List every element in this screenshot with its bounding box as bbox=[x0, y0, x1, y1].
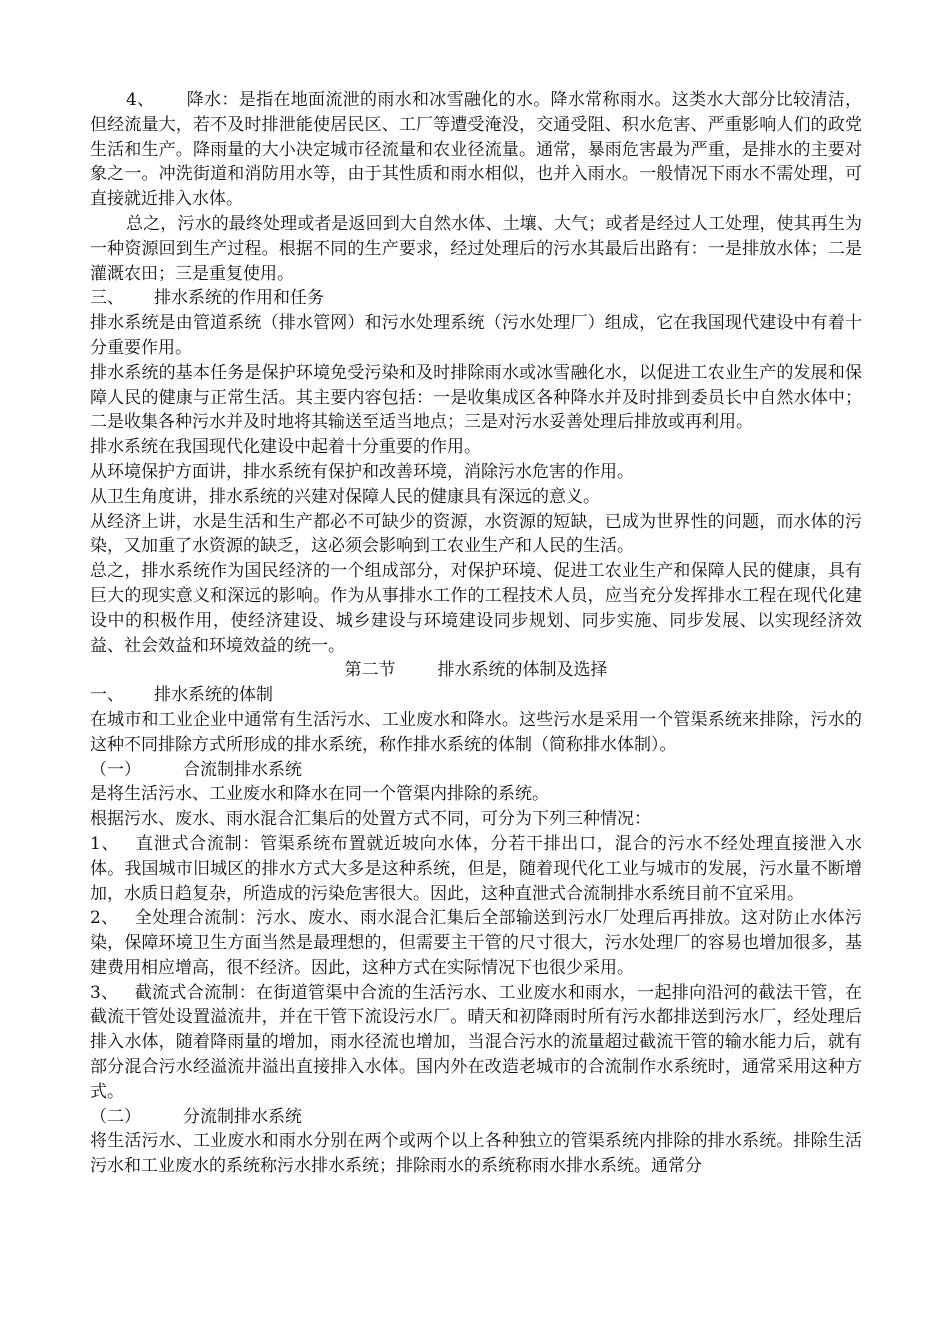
heading-number: 三、 bbox=[90, 288, 124, 309]
paragraph-system-type-intro: 在城市和工业企业中通常有生活污水、工业废水和降水。这些污水是采用一个管渠系统来排除，污水的这种不同排除方式所形成的排水系统，称作排水系统的体制（简称排水体制）。 bbox=[90, 709, 862, 755]
paragraph-precipitation bbox=[90, 88, 862, 212]
paragraph-separate-definition: 将生活污水、工业废水和雨水分别在两个或两个以上各种独立的管渠系统内排除的排水系统。排除生活污水和工业废水的系统称污水排水系统；排除雨水的系统称雨水排水系统。通常分 bbox=[90, 1131, 862, 1177]
list-item-full-treatment bbox=[90, 906, 862, 980]
paragraph-importance: 排水系统在我国现代化建设中起着十分重要的作用。 bbox=[90, 437, 481, 458]
paragraph-system-composition: 排水系统是由管道系统（排水管网）和污水处理系统（污水处理厂）组成，它在我国现代建设中有着十分重要作用。 bbox=[90, 313, 862, 358]
list-item-intercepting bbox=[90, 981, 862, 1105]
paragraph-summary: 总之，污水的最终处理或者是返回到大自然水体、土壤、大气；或者是经过人工处理，使其再生为一种资源回到生产过程。根据不同的生产要求，经过处理后的污水其最后出路有：一是排放水体；二是灌溉农田；三是重复使用。 bbox=[90, 213, 862, 284]
section-title bbox=[90, 658, 862, 683]
paragraph-basic-task: 排水系统的基本任务是保护环境免受污染和及时排除雨水或冰雪融化水，以促进工农业生产的发展和保障人民的健康与正常生活。其主要内容包括：一是收集成区各种降水并及时排到委员长中自然水体中；二是收集各种污水并及时地将其输送至适当地点；三是对污水妥善处理后排放或再利用。 bbox=[90, 362, 862, 433]
paragraph-three-cases: 根据污水、废水、雨水混合汇集后的处置方式不同，可分为下列三种情况： bbox=[90, 809, 651, 830]
document-body bbox=[90, 88, 862, 1179]
list-number: 1、 bbox=[90, 833, 120, 854]
list-item-text: 直泄式合流制：管渠系统布置就近坡向水体，分若干排出口，混合的污水不经处理直接泄入水体。我国城市旧城区的排水方式大多是这种系统，但是，随着现代化工业与城市的发展，污水量不断增加，水质日趋复杂，所造成的污染危害很大。因此，这种直泄式合流制排水系统目前不宜采用。 bbox=[90, 833, 863, 904]
section-number: 第二节 bbox=[344, 660, 396, 681]
paragraph-text: 降水：是指在地面流泄的雨水和冰雪融化的水。降水常称雨水。这类水大部分比较清洁，但经流量大，若不及时排泄能使居民区、工厂等遭受淹没，交通受阻、积水危害、严重影响人们的政党生活和生产。降雨量的大小决定城市径流量和农业径流量。通常，暴雨危害最为严重，是排水的主要对象之一。冲洗街道和消防用水等，由于其性质和雨水相似，也并入雨水。一般情况下雨水不需处理，可直接就近排入水体。 bbox=[90, 90, 862, 210]
heading-role-and-task bbox=[90, 286, 862, 311]
list-number: 4、 bbox=[126, 90, 155, 110]
heading-number: 一、 bbox=[90, 685, 124, 706]
subheading-text: 分流制排水系统 bbox=[183, 1106, 302, 1127]
list-number: 2、 bbox=[90, 908, 119, 929]
heading-system-type bbox=[90, 683, 862, 708]
subheading-separate-system bbox=[90, 1105, 862, 1130]
paragraph-conclusion: 总之，排水系统作为国民经济的一个组成部分，对保护环境、促进工农业生产和保障人民的健康，具有巨大的现实意义和深远的影响。作为从事排水工作的工程技术人员，应当充分发挥排水工程在现代化建设中的积极作用，使经济建设、城乡建设与环境建设同步规划、同步实施、同步发展、以实现经济效益、社会效益和环境效益的统一。 bbox=[90, 561, 862, 656]
heading-text: 排水系统的体制 bbox=[154, 685, 273, 706]
paragraph-hygiene: 从卫生角度讲，排水系统的兴建对保障人民的健康具有深远的意义。 bbox=[90, 486, 600, 507]
list-item-text: 截流式合流制：在街道管渠中合流的生活污水、工业废水和雨水，一起排向沿河的截法干管，在截流干管处设置溢流井，并在干管下流设污水厂。晴天和初降雨时所有污水都排送到污水厂，经处理后排入水体，随着降雨量的增加，雨水径流也增加，当混合污水的流量超过截流干管的输水能力后，就有部分混合污水经溢流井溢出直接排入水体。国内外在改造老城市的合流制作水系统时，通常采用这种方式。 bbox=[90, 982, 862, 1102]
subheading-number: （一） bbox=[90, 759, 141, 780]
list-number: 3、 bbox=[90, 982, 119, 1003]
paragraph-environment: 从环境保护方面讲，排水系统有保护和改善环境，消除污水危害的作用。 bbox=[90, 461, 634, 482]
paragraph-economy: 从经济上讲，水是生活和生产都必不可缺少的资源，水资源的短缺，已成为世界性的问题，而水体的污染，又加重了水资源的缺乏，这必须会影响到工农业生产和人民的生活。 bbox=[90, 511, 862, 557]
subheading-combined-system bbox=[90, 758, 862, 783]
subheading-number: （二） bbox=[90, 1106, 141, 1127]
list-item-text: 全处理合流制：污水、废水、雨水混合汇集后全部输送到污水厂处理后再排放。这对防止水体污染，保障环境卫生方面当然是最理想的，但需要主干管的尺寸很大，污水处理厂的容易也增加很多，基建费用相应增高，很不经济。因此，这种方式在实际情况下也很少采用。 bbox=[90, 908, 862, 978]
paragraph-combined-definition: 是将生活污水、工业废水和降水在同一个管渠内排除的系统。 bbox=[90, 784, 549, 805]
section-title-text: 排水系统的体制及选择 bbox=[437, 660, 608, 681]
heading-text: 排水系统的作用和任务 bbox=[154, 288, 324, 309]
subheading-text: 合流制排水系统 bbox=[183, 759, 302, 780]
list-item-direct-discharge bbox=[90, 832, 862, 906]
